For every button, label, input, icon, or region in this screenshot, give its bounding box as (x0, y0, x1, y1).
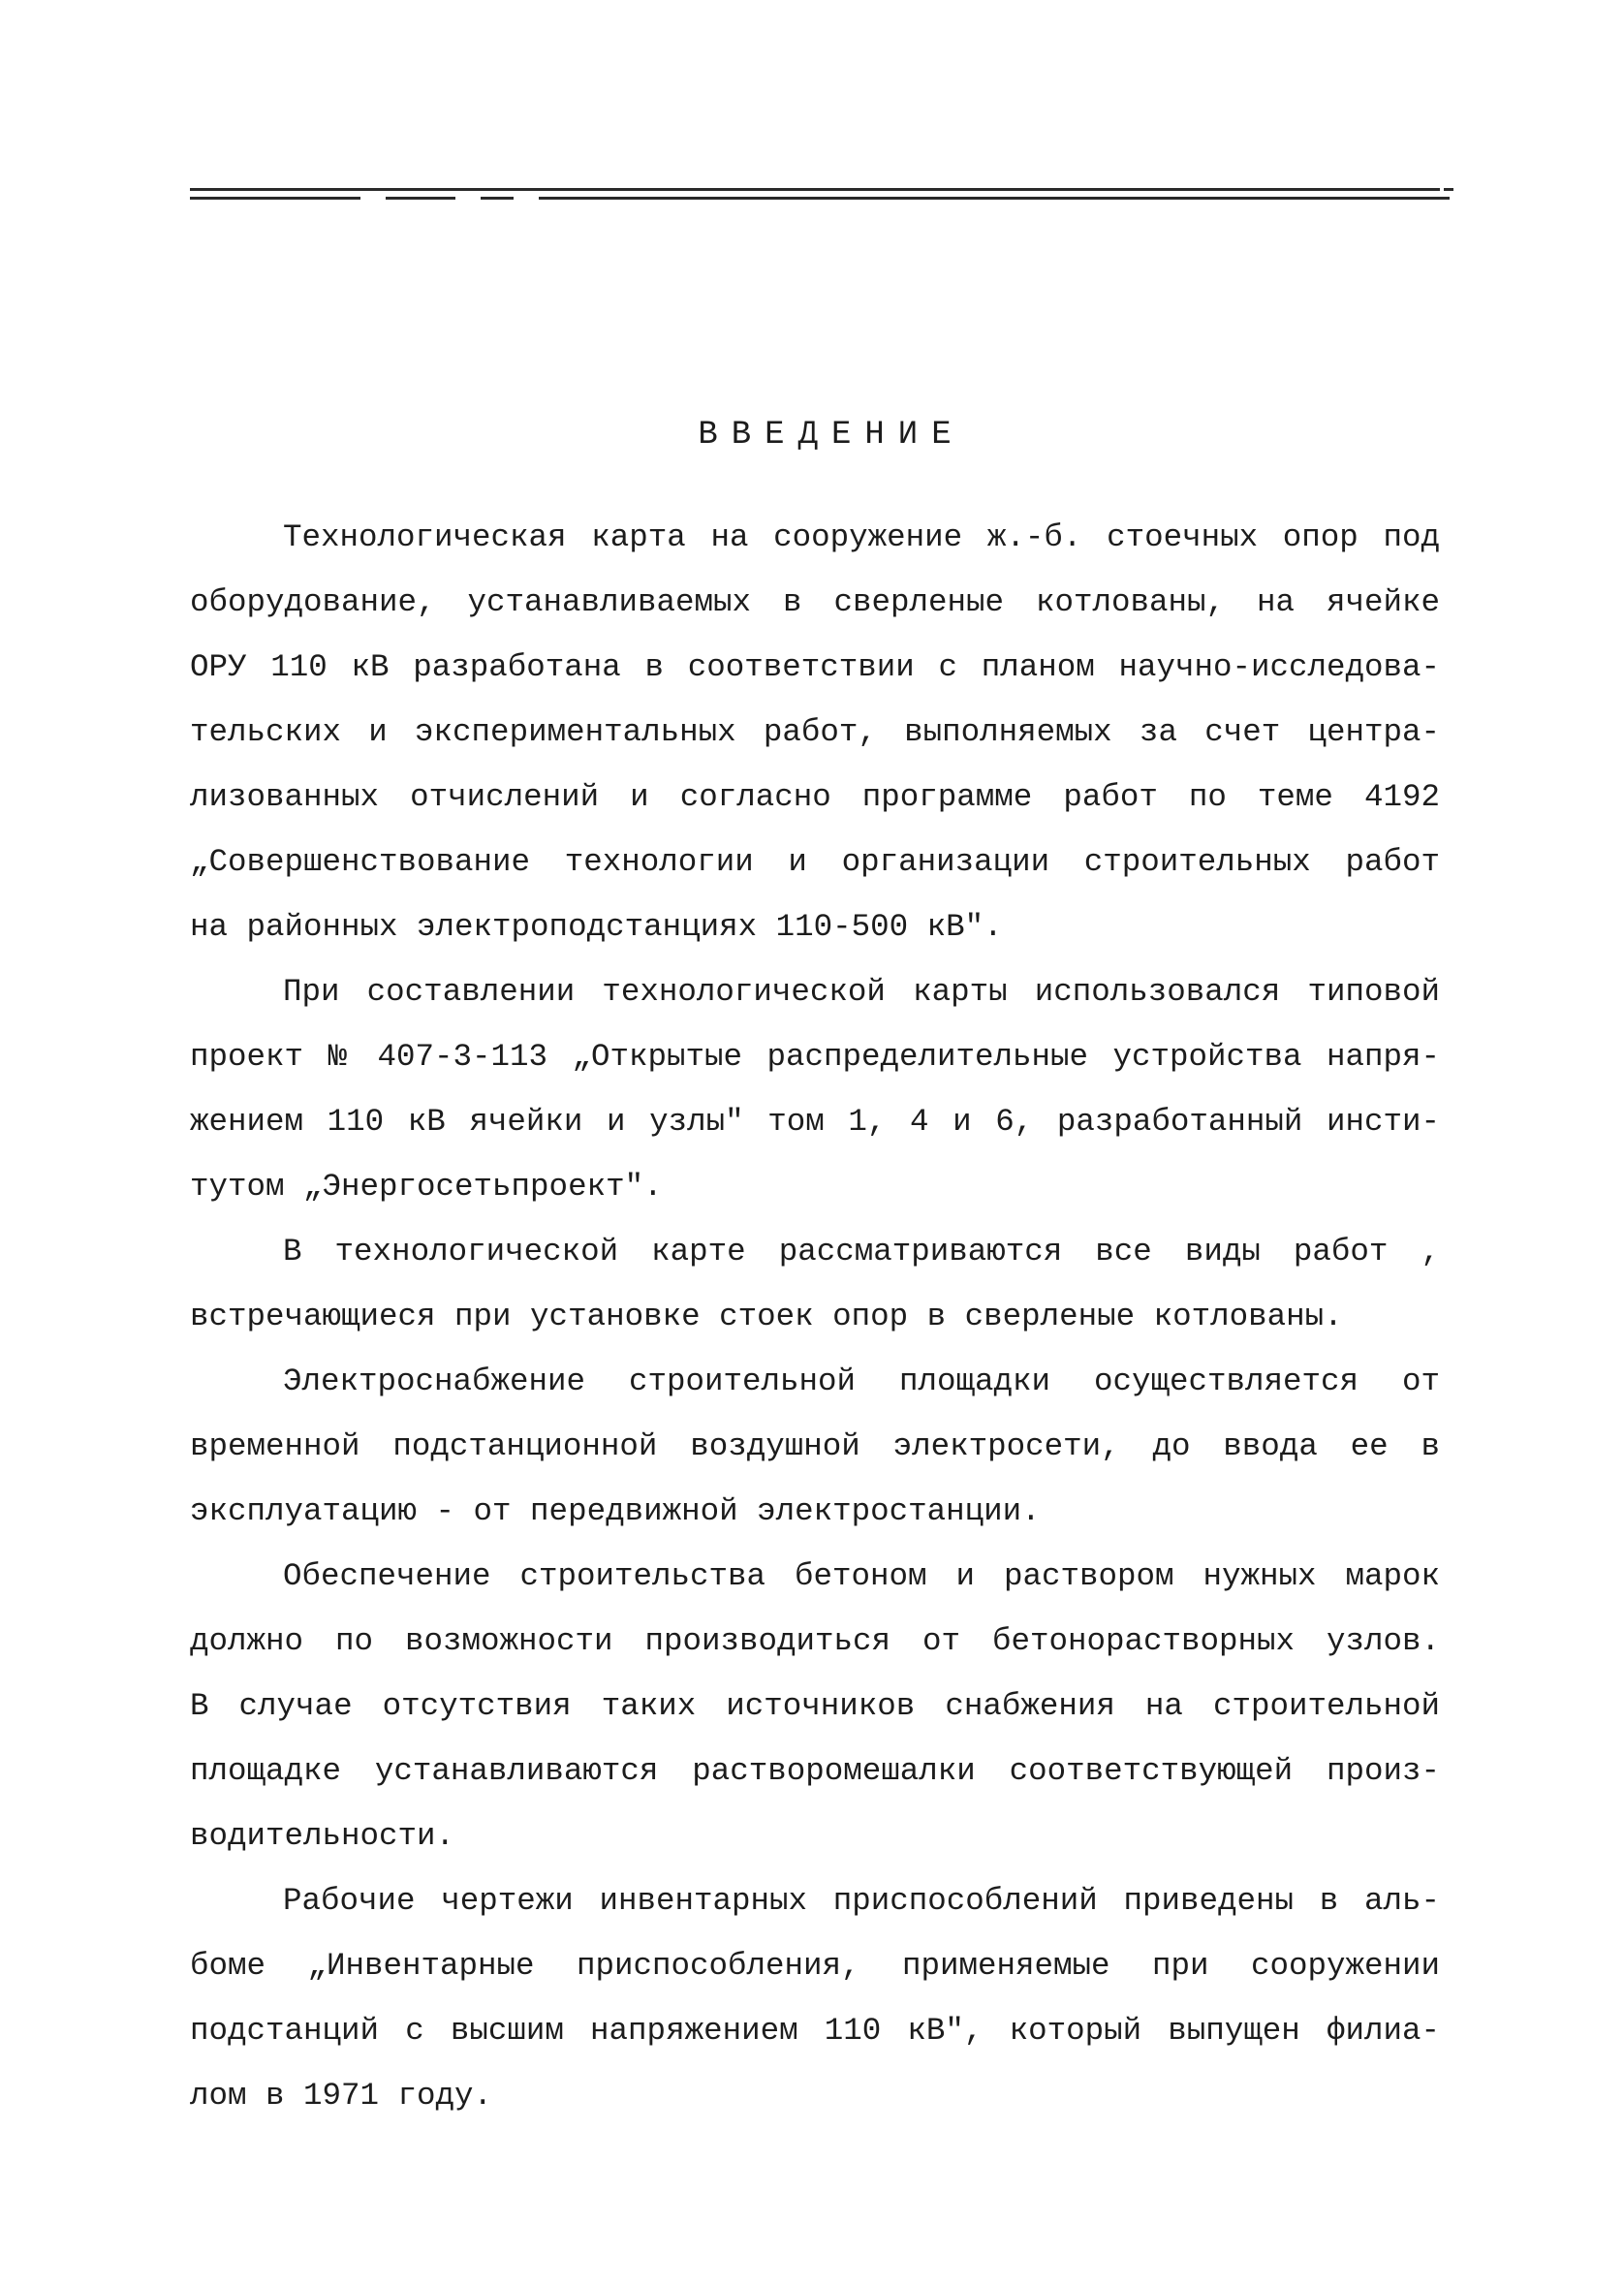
paragraph-4-line-1: Электроснабжение строительной площадки осуществляется от (283, 1363, 1440, 1399)
paragraph-5-line-1: Обеспечение строительства бетоном и раствором нужных марок (283, 1558, 1440, 1594)
paragraph-5-line-4: площадке устанавливаются растворомешалки соответствующей произ- (190, 1753, 1440, 1789)
paragraph-2-line-1: При составлении технологической карты использовался типовой (283, 974, 1440, 1010)
paragraph-6-line-1: Рабочие чертежи инвентарных приспособлений приведены в аль- (283, 1883, 1440, 1919)
paragraph-6-line-4: лом в 1971 году. (190, 2078, 493, 2114)
paragraph-1-line-7: на районных электроподстанциях 110-500 кВ". (190, 909, 1003, 945)
paragraph-1-line-5: лизованных отчислений и согласно программе работ по теме 4192 (190, 779, 1440, 815)
paragraph-5-line-2: должно по возможности производиться от бетонорастворных узлов. (190, 1623, 1440, 1659)
paragraph-6-line-3: подстанций с высшим напряжением 110 кВ", который выпущен филиа- (190, 2013, 1440, 2049)
paragraph-1-line-3: ОРУ 110 кВ разработана в соответствии с планом научно-исследова- (190, 649, 1440, 685)
paragraph-3-line-2: встречающиеся при установке стоек опор в сверленые котлованы. (190, 1299, 1343, 1334)
paragraph-5-line-5: водительности. (190, 1818, 455, 1854)
rule-gap (514, 195, 539, 202)
paragraph-1-line-6: „Совершенствование технологии и организации строительных работ (190, 844, 1440, 880)
top-rule (190, 188, 1440, 191)
rule-gap (360, 195, 386, 202)
paragraph-4-line-2: временной подстанционной воздушной электросети, до ввода ее в (190, 1428, 1440, 1464)
paragraph-5-line-3: В случае отсутствия таких источников снабжения на строительной (190, 1688, 1440, 1724)
paragraph-3-line-1: В технологической карте рассматриваются все виды работ , (283, 1234, 1440, 1269)
paragraph-4-line-3: эксплуатацию - от передвижной электростанции. (190, 1493, 1041, 1529)
paragraph-1-line-4: тельских и экспериментальных работ, выполняемых за счет центра- (190, 714, 1440, 750)
paragraph-1-line-2: оборудование, устанавливаемых в сверленые котлованы, на ячейке (190, 584, 1440, 620)
paragraph-1-line-1: Технологическая карта на сооружение ж.-б. стоечных опор под (283, 519, 1440, 555)
page-title: ВВЕДЕНИЕ (698, 417, 965, 454)
paragraph-2-line-2: проект № 407-3-113 „Открытые распределительные устройства напря- (190, 1039, 1440, 1075)
paragraph-6-line-2: боме „Инвентарные приспособления, применяемые при сооружении (190, 1948, 1440, 1984)
paragraph-2-line-4: тутом „Энергосетьпроект". (190, 1169, 663, 1205)
paragraph-2-line-3: жением 110 кВ ячейки и узлы" том 1, 4 и 6, разработанный инсти- (190, 1104, 1440, 1140)
rule-gap (455, 195, 481, 202)
top-rule-tail (1444, 188, 1453, 191)
